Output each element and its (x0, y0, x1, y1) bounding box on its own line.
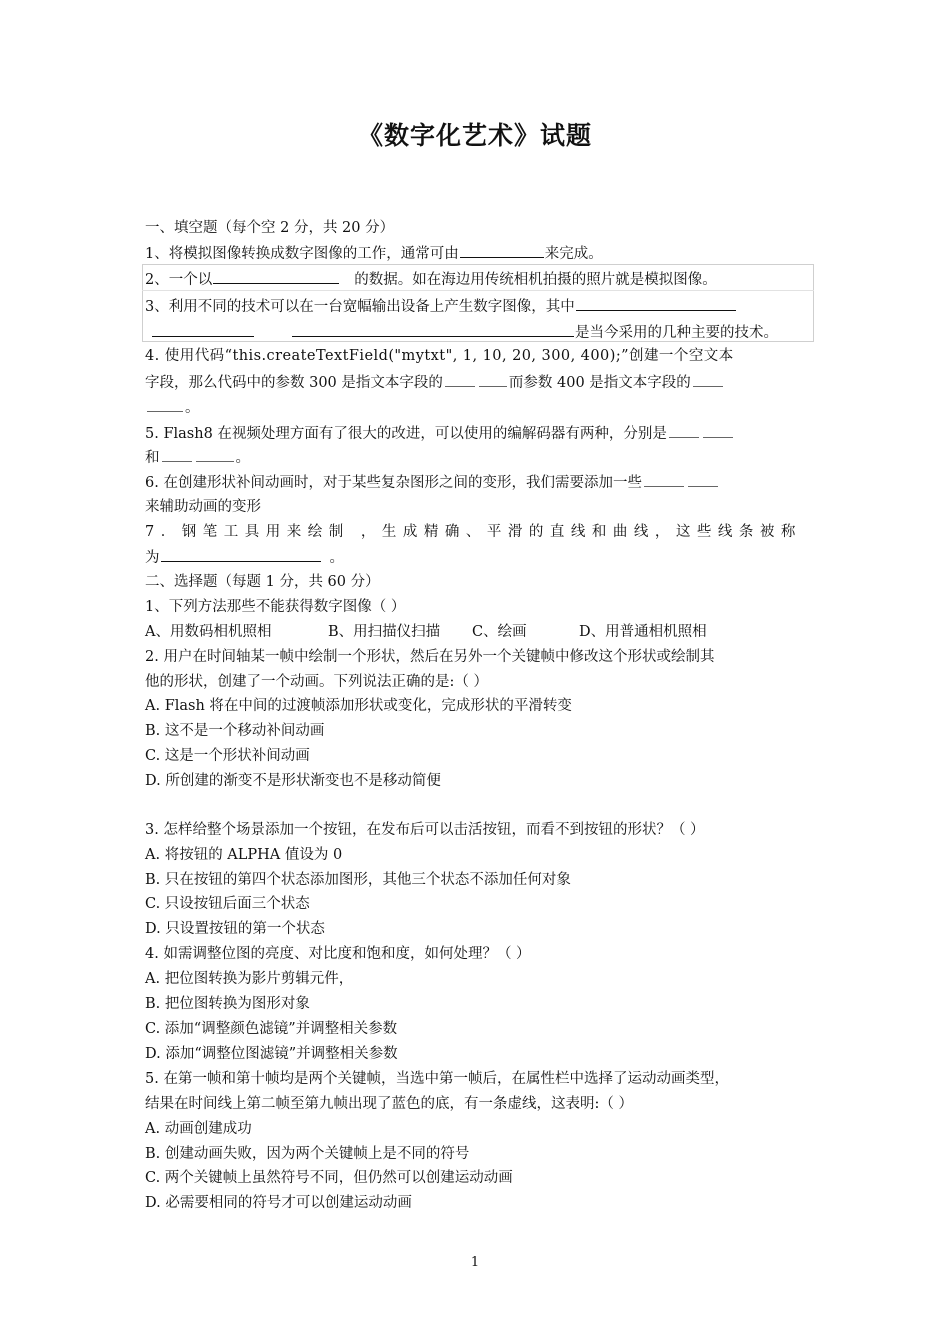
option-a: A. 将按钮的 ALPHA 值设为 0 (145, 847, 343, 863)
fill-q7-text-a: 为 (145, 550, 160, 566)
fill-q7-line2 (145, 547, 815, 568)
fill-q5-text-b: 和 (145, 450, 160, 466)
option-b: B. 把位图转换为图形对象 (145, 996, 310, 1012)
blank-line (292, 322, 574, 337)
option-b: B. 只在按钮的第四个状态添加图形，其他三个状态不添加任何对象 (145, 872, 571, 888)
option-d: D. 只设置按钮的第一个状态 (145, 921, 325, 937)
option-c: C、绘画 (472, 624, 527, 640)
blank-line (161, 547, 321, 562)
fill-q2-text-a: 2、一个以 (145, 272, 213, 288)
fill-q4-line3 (145, 397, 815, 418)
blank-line (460, 243, 544, 258)
option-b: B、用扫描仪扫描 (328, 624, 441, 640)
fill-q1 (145, 243, 815, 264)
section2-heading: 二、选择题（每题 1 分，共 60 分） (145, 574, 380, 590)
fill-q4-line1: 4. 使用代码“this.createTextField("mytxt", 1, 10, 20, 300, 400);”创建一个空文本 (145, 348, 734, 364)
blank-line (669, 423, 699, 438)
fill-q5-line2 (145, 447, 815, 468)
fill-q4-text-b: 而参数 400 是指文本字段的 (508, 375, 691, 391)
blank-line (688, 472, 718, 487)
fill-q1-text-a: 1、将模拟图像转换成数字图像的工作，通常可由 (145, 246, 459, 262)
blank-line (693, 372, 723, 387)
fill-q6-line2: 来辅助动画的变形 (145, 499, 261, 515)
blank-line (445, 372, 475, 387)
option-b: B. 这不是一个移动补间动画 (145, 723, 325, 739)
blank-line (147, 397, 183, 412)
blank-line (196, 447, 234, 462)
choice-q5-stem-line1: 5. 在第一帧和第十帧均是两个关键帧，当选中第一帧后，在属性栏中选择了运动动画类型， (145, 1071, 729, 1087)
fill-q5-text-a: 5. Flash8 在视频处理方面有了很大的改进，可以使用的编解码器有两种，分别是 (145, 426, 667, 442)
fill-q5-text-c: 。 (235, 450, 250, 466)
fill-q3-text-a: 3、利用不同的技术可以在一台宽幅输出设备上产生数字图像，其中 (145, 299, 575, 315)
option-c: C. 两个关键帧上虽然符号不同，但仍然可以创建运动动画 (145, 1170, 513, 1186)
blank-line (213, 269, 339, 284)
option-c: C. 只设按钮后面三个状态 (145, 896, 310, 912)
choice-q2-stem-line1: 2. 用户在时间轴某一帧中绘制一个形状，然后在另外一个关键帧中修改这个形状或绘制其 (145, 649, 715, 665)
fill-q3-line2 (145, 322, 815, 343)
fill-q2-text-b: 的数据。如在海边用传统相机拍摄的照片就是模拟图像。 (354, 272, 717, 288)
fill-q7-text-b: 。 (329, 550, 344, 566)
fill-q3-line1 (145, 296, 815, 317)
blank-line (703, 423, 733, 438)
choice-q1-stem: 1、下列方法那些不能获得数字图像（ ） (145, 599, 406, 615)
fill-q6-text-a: 6. 在创建形状补间动画时，对于某些复杂图形之间的变形，我们需要添加一些 (145, 475, 642, 491)
choice-q3-stem: 3. 怎样给整个场景添加一个按钮，在发布后可以击活按钮，而看不到按钮的形状？（ ） (145, 822, 705, 838)
option-c: C. 添加“调整颜色滤镜”并调整相关参数 (145, 1021, 398, 1037)
fill-q1-text-b: 来完成。 (544, 246, 603, 262)
fill-q4-text-a: 字段，那么代码中的参数 300 是指文本字段的 (145, 375, 443, 391)
page-number: 1 (470, 1255, 480, 1270)
option-a: A、用数码相机照相 (145, 624, 272, 640)
fill-q4-line2 (145, 372, 815, 393)
option-a: A. 动画创建成功 (145, 1121, 252, 1137)
section1-heading: 一、填空题（每个空 2 分，共 20 分） (145, 220, 395, 236)
option-a: A. Flash 将在中间的过渡帧添加形状或变化，完成形状的平滑转变 (145, 698, 572, 714)
choice-q2-stem-line2: 他的形状，创建了一个动画。下列说法正确的是:（ ） (145, 674, 488, 690)
option-c: C. 这是一个形状补间动画 (145, 748, 310, 764)
blank-line (152, 322, 254, 337)
fill-q3-text-b: 是当今采用的几种主要的技术。 (575, 325, 778, 341)
blank-line (479, 372, 507, 387)
option-d: D. 必需要相同的符号才可以创建运动动画 (145, 1195, 412, 1211)
fill-q7-line1: 7．钢笔工具用来绘制 ，生成精确、平滑的直线和曲线，这些线条被称 (145, 524, 802, 540)
option-d: D. 所创建的渐变不是形状渐变也不是移动简便 (145, 773, 441, 789)
fill-q5-line1 (145, 423, 815, 444)
text-box-divider (142, 290, 814, 291)
fill-q6-line1 (145, 472, 815, 493)
option-a: A. 把位图转换为影片剪辑元件， (145, 971, 354, 987)
option-b: B. 创建动画失败，因为两个关键帧上是不同的符号 (145, 1146, 470, 1162)
document-title: 《数字化艺术》试题 (357, 121, 592, 150)
choice-q5-stem-line2: 结果在时间线上第二帧至第九帧出现了蓝色的底，有一条虚线，这表明:（ ） (145, 1096, 633, 1112)
fill-q2 (145, 269, 815, 290)
fill-q4-text-c: 。 (185, 400, 200, 416)
blank-line (644, 472, 684, 487)
choice-q4-stem: 4. 如需调整位图的亮度、对比度和饱和度，如何处理？（ ） (145, 946, 531, 962)
option-d: D. 添加“调整位图滤镜”并调整相关参数 (145, 1046, 398, 1062)
option-d: D、用普通相机照相 (579, 624, 707, 640)
blank-line (576, 296, 736, 311)
blank-line (162, 447, 192, 462)
